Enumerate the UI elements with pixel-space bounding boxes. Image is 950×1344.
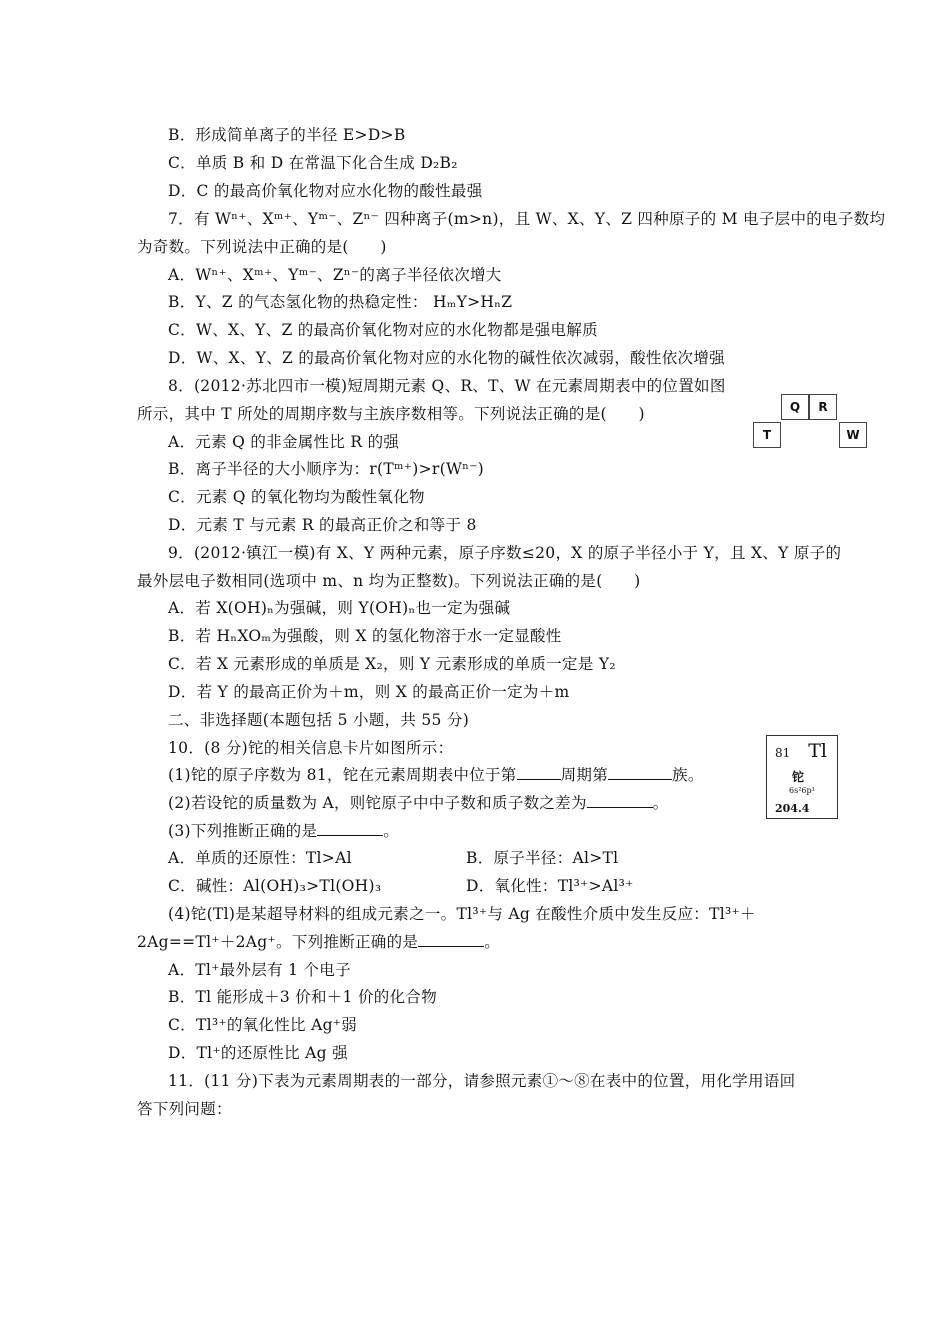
cell-w: W (839, 422, 867, 448)
q7-stem-line2: 为奇数。下列说法中正确的是( ) (137, 238, 387, 256)
section-heading: 二、非选择题(本题包括 5 小题，共 55 分) (168, 711, 470, 729)
q10-part3-option-b: B．原子半径：Al>Tl (466, 849, 619, 867)
q8-option-b: B．离子半径的大小顺序为：r(Tᵐ⁺)>r(Wⁿ⁻) (168, 460, 485, 478)
q10-part3-option-d: D．氧化性：Tl³⁺>Al³⁺ (466, 877, 634, 895)
q10-part2-text-a: (2)若设铊的质量数为 A，则铊原子中中子数和质子数之差为 (168, 794, 587, 812)
q10-part4-text-c: 。 (484, 933, 501, 951)
q8-stem-line1: 8．(2012·苏北四市一模)短周期元素 Q、R、T、W 在元素周期表中的位置如图 (168, 377, 726, 395)
q9-option-a: A．若 X(OH)ₙ为强碱，则 Y(OH)ₙ也一定为强碱 (168, 599, 511, 617)
q10-part4-option-b: B．Tl 能形成＋3 价和＋1 价的化合物 (168, 988, 437, 1006)
q9-option-b: B．若 HₙXOₘ为强酸，则 X 的氢化物溶于水一定显酸性 (168, 627, 562, 645)
q8-stem-line2: 所示，其中 T 所处的周期序数与主族序数相等。下列说法正确的是( ) (137, 405, 645, 423)
q10-part1-text-a: (1)铊的原子序数为 81，铊在元素周期表中位于第 (168, 766, 517, 784)
q6-option-d: D．C 的最高价氧化物对应水化物的酸性最强 (168, 182, 483, 200)
q10-blank-period[interactable] (517, 765, 561, 780)
q11-stem-line2: 答下列问题： (137, 1100, 232, 1118)
q10-blank-group[interactable] (608, 765, 672, 780)
q10-part3 (168, 821, 399, 841)
q11-stem-line1: 11．(11 分)下表为元素周期表的一部分，请参照元素①～⑧在表中的位置，用化学用语回 (168, 1072, 796, 1090)
card-atomic-number: 81 (775, 746, 791, 760)
q9-stem-line2: 最外层电子数相同(选项中 m、n 均为正整数)。下列说法正确的是( ) (137, 572, 641, 590)
q10-part2-text-b: 。 (652, 794, 669, 812)
q9-stem-line1: 9．(2012·镇江一模)有 X、Y 两种元素，原子序数≤20，X 的原子半径小于 Y，且 X、Y 原子的 (168, 544, 842, 562)
q10-stem: 10．(8 分)铊的相关信息卡片如图所示： (168, 739, 454, 757)
q8-option-d: D．元素 T 与元素 R 的最高正价之和等于 8 (168, 516, 477, 534)
q7-option-a: A．Wⁿ⁺、Xᵐ⁺、Yᵐ⁻、Zⁿ⁻的离子半径依次增大 (168, 266, 502, 284)
thallium-info-card (766, 735, 838, 819)
q6-option-b: B．形成简单离子的半径 E>D>B (168, 126, 406, 144)
cell-t: T (753, 422, 781, 448)
q6-option-c: C．单质 B 和 D 在常温下化合生成 D₂B₂ (168, 154, 458, 172)
q10-part3-option-c: C．碱性：Al(OH)₃>Tl(OH)₃ (168, 877, 382, 895)
q10-part1 (168, 765, 704, 785)
q10-part4-line2 (137, 932, 500, 952)
q10-part3-text-b: 。 (383, 822, 400, 840)
card-element-symbol: Tl (808, 740, 827, 762)
q9-option-d: D．若 Y 的最高正价为＋m，则 X 的最高正价一定为＋m (168, 683, 570, 701)
card-atomic-mass: 204.4 (775, 802, 810, 815)
q7-option-d: D．W、X、Y、Z 的最高价氧化物对应的水化物的碱性依次减弱，酸性依次增强 (168, 349, 725, 367)
q10-part1-text-b: 周期第 (560, 766, 609, 784)
q7-stem-line1: 7．有 Wⁿ⁺、Xᵐ⁺、Yᵐ⁻、Zⁿ⁻ 四种离子(m>n)，且 W、X、Y、Z 四种原子的 M 电子层中的电子数均 (168, 210, 886, 228)
q10-part3-text-a: (3)下列推断正确的是 (168, 822, 318, 840)
q8-option-c: C．元素 Q 的氧化物均为酸性氧化物 (168, 488, 425, 506)
q7-option-c: C．W、X、Y、Z 的最高价氧化物对应的水化物都是强电解质 (168, 321, 598, 339)
q10-part4-option-d: D．Tl⁺的还原性比 Ag 强 (168, 1044, 348, 1062)
q10-blank-part4[interactable] (418, 932, 484, 947)
q10-part4-line1: (4)铊(Tl)是某超导材料的组成元素之一。Tl³⁺与 Ag 在酸性介质中发生反应：Tl³⁺＋ (168, 905, 756, 923)
q10-blank-difference[interactable] (587, 793, 653, 808)
cell-r: R (809, 394, 837, 420)
card-element-name: 铊 (792, 770, 805, 784)
q10-part2 (168, 793, 669, 813)
q9-option-c: C．若 X 元素形成的单质是 X₂，则 Y 元素形成的单质一定是 Y₂ (168, 655, 616, 673)
q7-option-b: B．Y、Z 的气态氢化物的热稳定性： HₘY>HₙZ (168, 293, 513, 311)
q10-part4-option-a: A．Tl⁺最外层有 1 个电子 (168, 961, 351, 979)
q10-part4-option-c: C．Tl³⁺的氧化性比 Ag⁺弱 (168, 1016, 358, 1034)
q10-part1-text-c: 族。 (672, 766, 704, 784)
q10-blank-part3[interactable] (317, 821, 383, 836)
card-electron-config: 6s²6p¹ (789, 786, 815, 795)
q8-option-a: A．元素 Q 的非金属性比 R 的强 (168, 433, 400, 451)
q10-part4-text-b: 2Ag==Tl⁺＋2Ag⁺。下列推断正确的是 (137, 933, 419, 951)
cell-q: Q (781, 394, 809, 420)
q10-part3-option-a: A．单质的还原性：Tl>Al (168, 849, 352, 867)
